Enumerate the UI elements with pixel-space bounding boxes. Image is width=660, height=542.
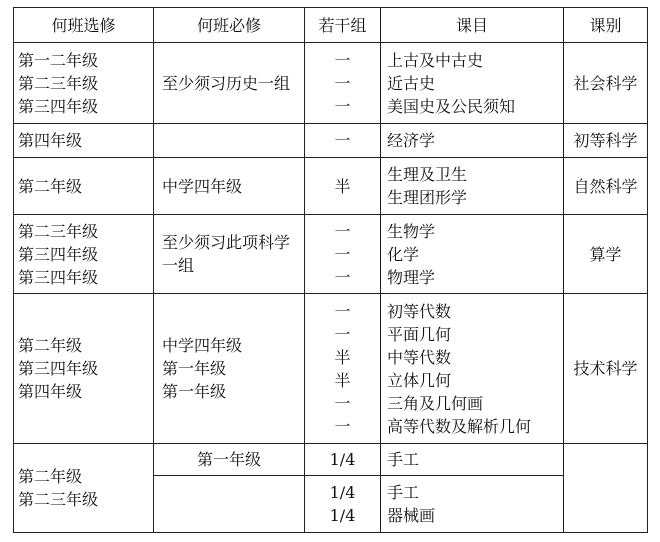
groups-cell [305,476,381,533]
required-cell [154,476,305,533]
course-name: 高等代数及解析几何 [387,416,532,436]
elective-year: 第二年级 [18,467,83,486]
category-cell: 初等科学 [564,124,648,158]
elective-year: 第二三年级 [18,490,99,509]
required-cell [154,294,305,444]
course-name: 生理及卫生 [387,165,468,184]
required-year: 中学四年级 [162,336,243,355]
course-name: 上古及中古史 [387,50,484,70]
groups-cell: 半 [305,158,381,215]
group-count: 一 [334,393,351,413]
groups-cell [305,294,381,444]
header-elective: 何班选修 [14,8,154,43]
course-name: 物理学 [387,267,436,287]
group-count: 半 [334,347,351,367]
table-row [14,444,648,476]
header-required: 何班必修 [154,8,305,43]
header-groups: 若干组 [305,8,381,43]
table-row [14,43,648,124]
group-count: 半 [334,370,351,390]
course-cell [381,294,564,444]
course-cell [381,43,564,124]
groups-cell: 1/4 [305,444,381,476]
elective-year: 第三四年级 [18,267,99,287]
elective-year: 第一二年级 [18,50,99,70]
table-row [14,124,648,158]
course-name: 初等代数 [387,301,452,321]
category-cell: 自然科学 [564,158,648,215]
course-name: 生理团形学 [387,188,468,207]
elective-year: 第二三年级 [18,73,99,93]
elective-cell: 第二年级 [14,158,154,215]
group-count: 一 [334,50,351,70]
course-cell: 经济学 [381,124,564,158]
table-row [14,294,648,444]
groups-cell [305,215,381,294]
required-year: 第一年级 [162,359,227,378]
group-count: 一 [334,324,351,344]
course-cell [381,215,564,294]
required-cell: 至少须习此项科学一组 [154,215,305,294]
course-name: 中等代数 [387,347,452,367]
elective-cell [14,444,154,533]
required-cell [154,124,305,158]
category-cell: 技术科学 [564,294,648,444]
elective-cell [14,294,154,444]
category-cell: 算学 [564,215,648,294]
required-year: 第一年级 [162,382,227,401]
groups-cell: 一 [305,124,381,158]
required-cell: 至少须习历史一组 [154,43,305,124]
elective-cell [14,43,154,124]
table-row [14,215,648,294]
group-count: 一 [334,301,351,321]
course-name: 近古史 [387,73,436,93]
course-name: 手工 [387,483,420,502]
curriculum-table [13,7,648,533]
required-cell: 中学四年级 [154,158,305,215]
group-count: 1/4 [329,506,356,525]
group-count: 一 [334,416,351,436]
course-cell [381,476,564,533]
header-category: 课别 [564,8,648,43]
course-cell [381,158,564,215]
course-name: 器械画 [387,506,436,525]
course-name: 化学 [387,244,420,264]
course-name: 美国史及公民须知 [387,96,516,116]
category-cell: 社会科学 [564,43,648,124]
header-row [14,8,648,43]
elective-year: 第三四年级 [18,96,99,116]
course-name: 立体几何 [387,370,452,390]
elective-year: 第三四年级 [18,244,99,264]
course-cell: 手工 [381,444,564,476]
elective-year: 第二年级 [18,336,83,355]
elective-year: 第三四年级 [18,359,99,378]
group-count: 一 [334,244,351,264]
group-count: 一 [334,73,351,93]
elective-year: 第二三年级 [18,221,99,241]
course-name: 三角及几何画 [387,393,484,413]
group-count: 一 [334,221,351,241]
course-name: 平面几何 [387,324,452,344]
table-row [14,158,648,215]
elective-cell: 第四年级 [14,124,154,158]
group-count: 1/4 [329,483,356,502]
elective-year: 第四年级 [18,382,83,401]
course-name: 生物学 [387,221,436,241]
category-cell [564,444,648,533]
group-count: 一 [334,96,351,116]
group-count: 一 [334,267,351,287]
elective-cell [14,215,154,294]
required-cell: 第一年级 [154,444,305,476]
groups-cell [305,43,381,124]
header-course: 课目 [381,8,564,43]
